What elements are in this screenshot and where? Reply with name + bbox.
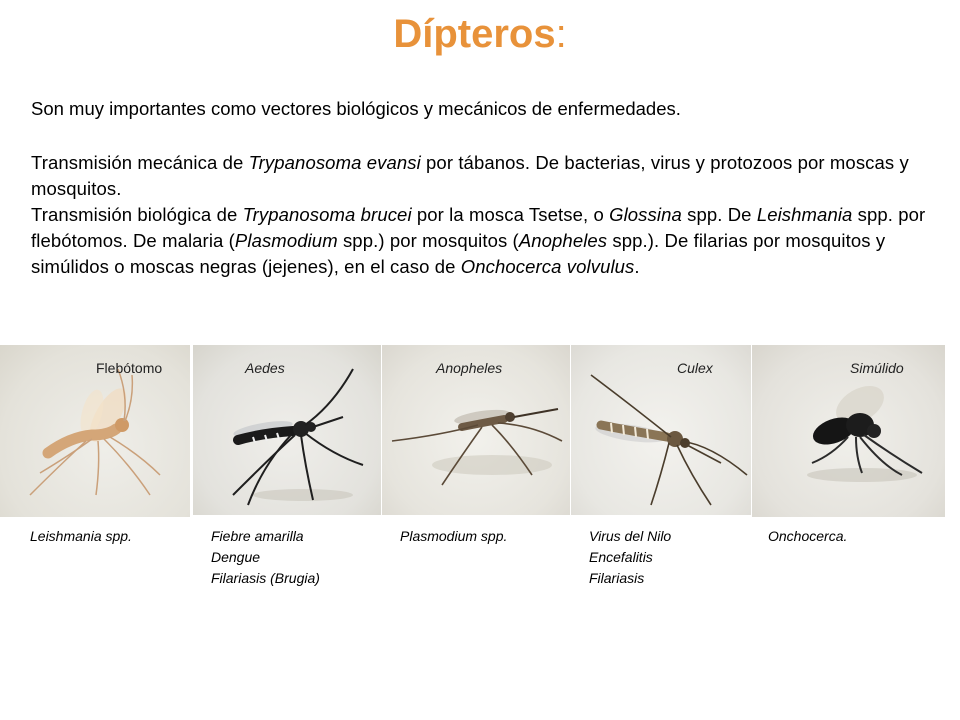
disease-item: Filariasis (Brugia) [211, 570, 320, 586]
genus-plasmodium: Plasmodium [234, 230, 338, 251]
species-trypanosoma-evansi: Trypanosoma evansi [248, 152, 421, 173]
diseases-culex [589, 526, 671, 589]
biological-text-1: Transmisión biológica de [31, 204, 243, 225]
disease-item: Filariasis [589, 570, 645, 586]
disease-item: Virus del Nilo [589, 528, 672, 544]
disease-item: Fiebre amarilla [211, 528, 304, 544]
biological-text-5: spp.) por mosquitos ( [337, 230, 519, 251]
intro-paragraph: Son muy importantes como vectores biológicos y mecánicos de enfermedades. [31, 98, 681, 119]
biological-text-3: spp. De [681, 204, 757, 225]
species-trypanosoma-brucei: Trypanosoma brucei [242, 204, 412, 225]
label-flebotomo: Flebótomo [96, 360, 163, 376]
label-aedes: Aedes [245, 360, 285, 376]
blackfly-illustration [752, 345, 945, 517]
genus-leishmania: Leishmania [756, 204, 853, 225]
title-word: Dípteros [393, 12, 556, 56]
photo-simulido [752, 345, 945, 517]
transmission-paragraph [31, 150, 931, 280]
aedes-illustration [193, 345, 381, 515]
label-anopheles: Anopheles [436, 360, 503, 376]
photo-aedes [193, 345, 381, 515]
disease-item: Dengue [211, 549, 261, 565]
slide-title [0, 12, 960, 57]
diseases-aedes [211, 526, 320, 589]
mechanical-text-2: por tábanos. De bacterias, virus y protozoos por moscas y mosquitos. [31, 152, 909, 199]
genus-anopheles: Anopheles [518, 230, 608, 251]
mechanical-text-1: Transmisión mecánica de [31, 152, 249, 173]
disease-item: Encefalitis [589, 549, 653, 565]
title-colon: : [555, 12, 567, 56]
species-onchocerca-volvulus: Onchocerca volvulus [460, 256, 635, 277]
diseases-flebotomo [30, 526, 132, 547]
label-simulido: Simúlido [850, 360, 904, 376]
biological-text-2: por la mosca Tsetse, o [411, 204, 610, 225]
diseases-anopheles [400, 526, 507, 547]
label-culex: Culex [677, 360, 713, 376]
diseases-simulido [768, 526, 847, 547]
biological-text-7: . [634, 256, 640, 277]
disease-item: Onchocerca. [768, 528, 848, 544]
disease-item: Leishmania spp. [30, 528, 132, 544]
genus-glossina: Glossina [609, 204, 682, 225]
biological-text-4: spp. por flebótomos. De malaria ( [31, 204, 926, 251]
disease-item: Plasmodium spp. [400, 528, 508, 544]
photo-culex [571, 345, 751, 515]
biological-text-6: spp.). De filarias por mosquitos y simúlidos o moscas negras (jejenes), en el caso de [31, 230, 886, 277]
culex-illustration [571, 345, 751, 515]
